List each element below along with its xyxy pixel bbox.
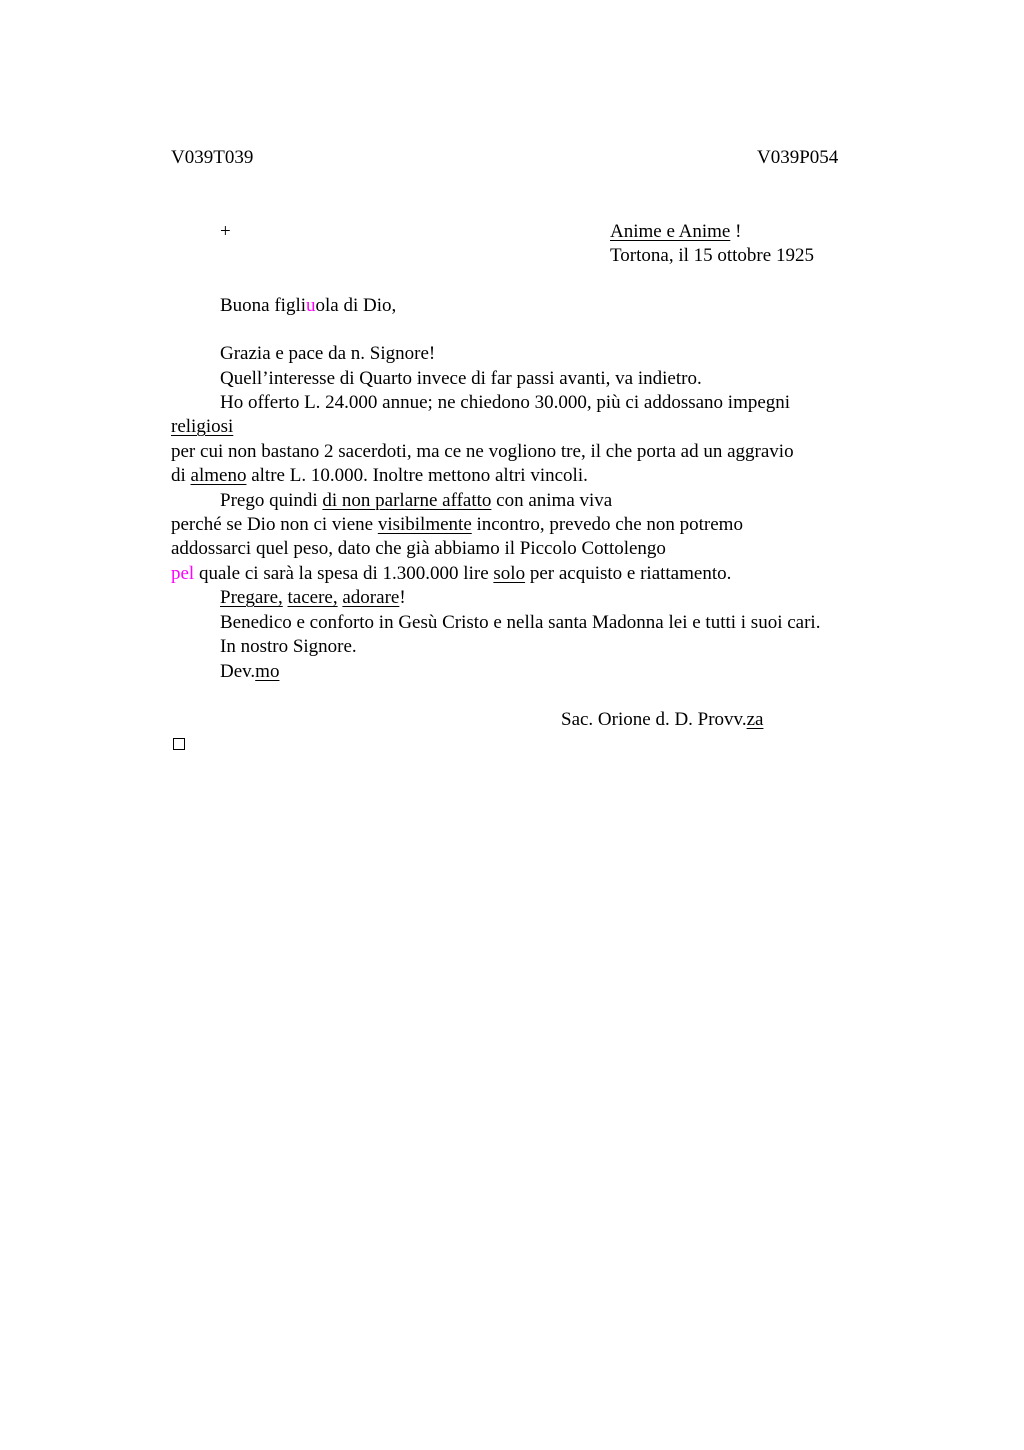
underlined-word: solo bbox=[493, 563, 526, 584]
body-line: In nostro Signore. bbox=[220, 636, 357, 657]
underlined-word: religiosi bbox=[171, 416, 234, 437]
highlighted-word: pel bbox=[171, 563, 195, 584]
text-run: Prego quindi bbox=[220, 490, 323, 511]
document-code-right: V039P054 bbox=[757, 147, 839, 168]
underlined-word: adorare bbox=[342, 587, 400, 608]
underlined-word: mo bbox=[255, 661, 280, 682]
text-run: ! bbox=[399, 587, 406, 608]
body-line: Grazia e pace da n. Signore! bbox=[220, 343, 436, 364]
body-line: per cui non bastano 2 sacerdoti, ma ce ne vogliono tre, il che porta ad un aggravio bbox=[171, 441, 794, 462]
closing bbox=[220, 661, 279, 683]
underlined-word: tacere, bbox=[287, 587, 338, 608]
salutation-highlight: u bbox=[306, 295, 316, 316]
body-line bbox=[171, 465, 588, 487]
underlined-word: almeno bbox=[190, 465, 247, 486]
body-line: addossarci quel peso, dato che già abbiamo il Piccolo Cottolengo bbox=[171, 538, 666, 559]
body-line bbox=[171, 563, 731, 585]
place-date: Tortona, il 15 ottobre 1925 bbox=[610, 245, 814, 266]
body-line bbox=[220, 587, 406, 609]
body-line bbox=[171, 416, 233, 438]
text-run: quale ci sarà la spesa di 1.300.000 lire bbox=[194, 563, 494, 584]
salutation-part: Buona figli bbox=[220, 295, 307, 316]
text-run: di bbox=[171, 465, 191, 486]
text-run: perché se Dio non ci viene bbox=[171, 514, 378, 535]
motto-text: Anime e Anime bbox=[610, 221, 731, 242]
signature-suffix: za bbox=[746, 709, 764, 730]
body-line bbox=[220, 490, 612, 512]
motto-suffix: ! bbox=[730, 221, 742, 242]
text-run: incontro, prevedo che non potremo bbox=[471, 514, 743, 535]
body-line: Quell’interesse di Quarto invece di far passi avanti, va indietro. bbox=[220, 368, 702, 389]
salutation bbox=[220, 295, 396, 317]
text-run: per acquisto e riattamento. bbox=[525, 563, 732, 584]
salutation-part: ola di Dio, bbox=[315, 295, 397, 316]
body-line: Benedico e conforto in Gesù Cristo e nella santa Madonna lei e tutti i suoi cari. bbox=[220, 612, 821, 633]
motto bbox=[610, 221, 741, 243]
body-line bbox=[171, 514, 743, 536]
underlined-word: visibilmente bbox=[377, 514, 472, 535]
document-code-left: V039T039 bbox=[171, 147, 254, 168]
text-run: Dev. bbox=[220, 661, 256, 682]
underlined-phrase: di non parlarne affatto bbox=[322, 490, 492, 511]
signature-text: Sac. Orione d. D. Provv. bbox=[561, 709, 747, 730]
cross-mark: + bbox=[220, 221, 231, 242]
underlined-word: Pregare, bbox=[220, 587, 283, 608]
signature bbox=[561, 709, 763, 731]
text-run: con anima viva bbox=[491, 490, 613, 511]
body-line: Ho offerto L. 24.000 annue; ne chiedono 30.000, più ci addossano impegni bbox=[220, 392, 791, 413]
checkbox-square-icon bbox=[173, 738, 185, 750]
text-run: altre L. 10.000. Inoltre mettono altri vincoli. bbox=[246, 465, 588, 486]
